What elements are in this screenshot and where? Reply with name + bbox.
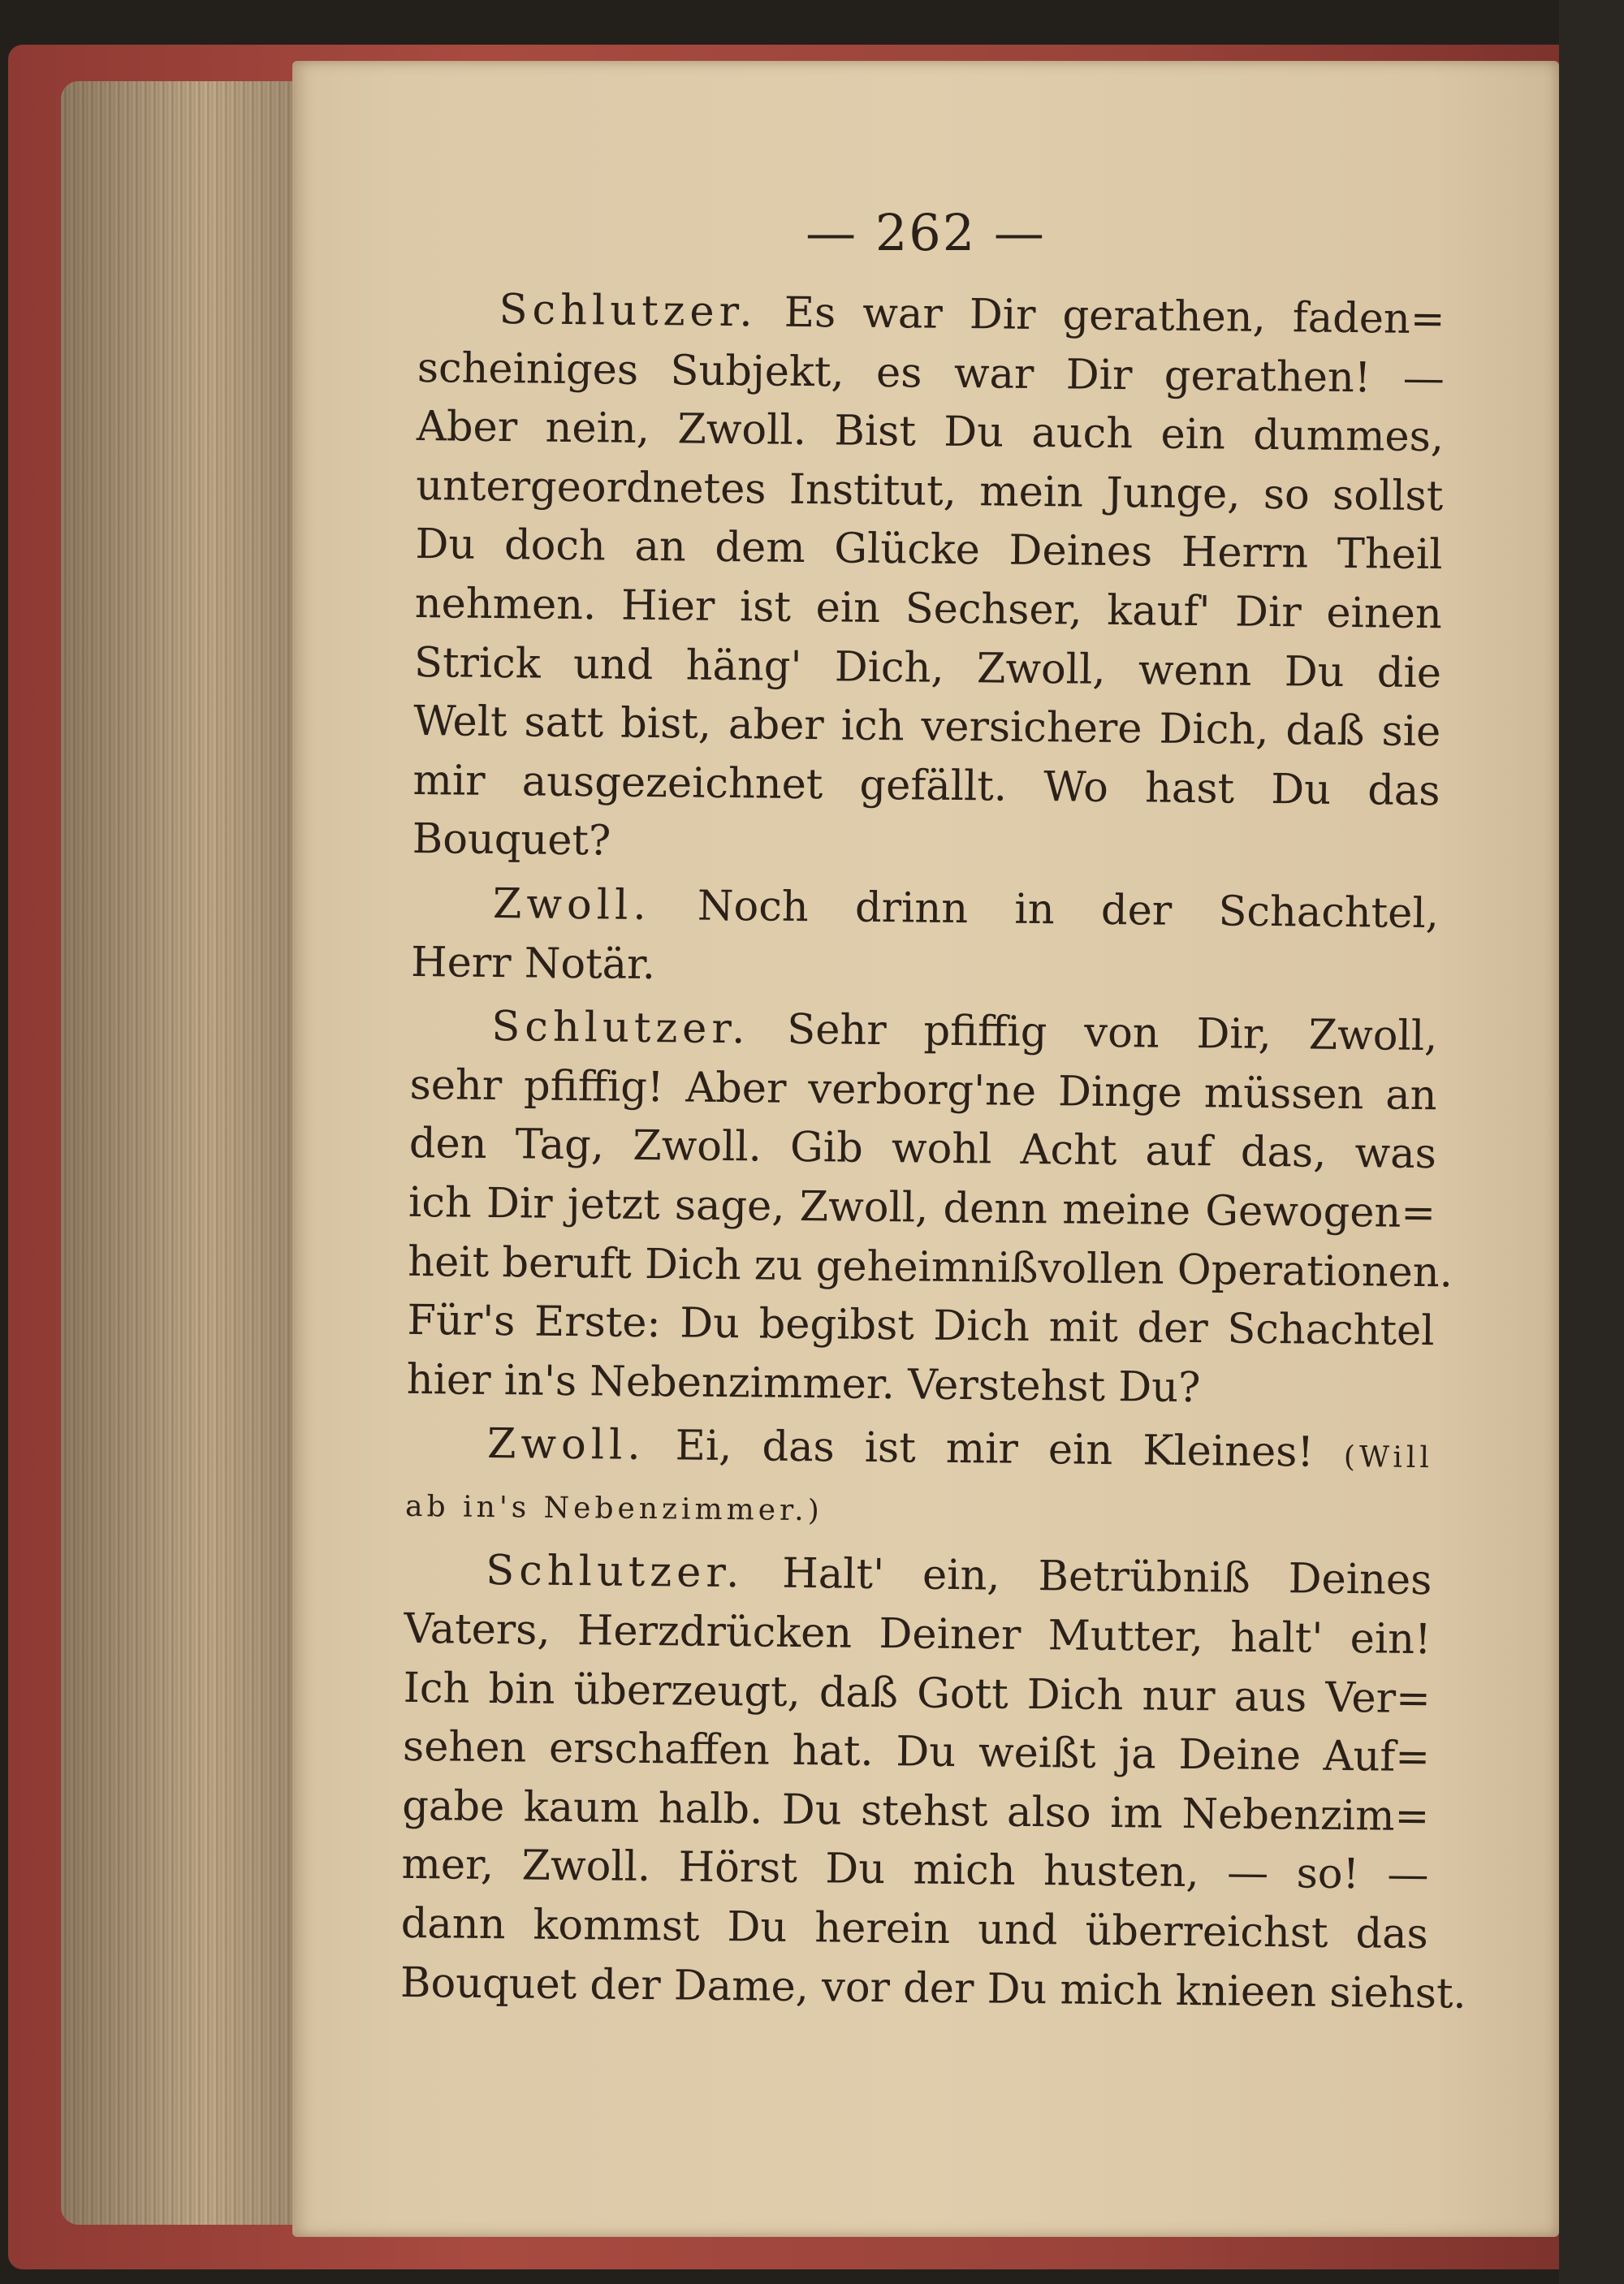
text-line: Zwoll. Noch drinn in der Schachtel, [492, 879, 1440, 939]
text-line: den Tag, Zwoll. Gib wohl Acht auf das, was [408, 1120, 1437, 1179]
stage-direction-line: ab in's Nebenzimmer.) [404, 1489, 823, 1528]
text-line: Herr Notär. [410, 938, 656, 989]
text-line: Schlutzer. Sehr pfiffig von Dir, Zwoll, [491, 1003, 1438, 1061]
paragraph [412, 280, 1445, 880]
text-line: Schlutzer. Halt' ein, Betrübniß Deines [486, 1547, 1432, 1605]
text-line: heit beruft Dich zu geheimnißvollen Operationen. [408, 1237, 1453, 1297]
text-line: sehen erschaffen hat. Du weißt ja Deine Auf= [402, 1723, 1431, 1782]
paragraph [406, 997, 1453, 1420]
speaker-name: Schlutzer. [499, 286, 758, 337]
text-line: Schlutzer. Es war Dir gerathen, faden= [499, 286, 1445, 344]
scan-background-edge [1559, 0, 1624, 2284]
speaker-name: Schlutzer. [486, 1547, 745, 1598]
text-line: sehr pfiffig! Aber verborg'ne Dinge müssen an [409, 1060, 1437, 1120]
text-line: Bouquet? [412, 815, 611, 866]
page-number: — 262 — [806, 203, 1046, 262]
speaker-name: Schlutzer. [491, 1003, 750, 1054]
paragraph [405, 1414, 1434, 1547]
text-line: mir ausgezeichnet gefällt. Wo hast Du das [412, 756, 1440, 815]
text-line: nehmen. Hier ist ein Sechser, kauf' Dir einen [414, 579, 1443, 639]
text-line: Welt satt bist, aber ich versichere Dich, daß sie [412, 697, 1441, 757]
text-line: Bouquet der Dame, vor der Du mich knieen siehst. [400, 1958, 1467, 2018]
text-line: dann kommst Du herein und überreichst das [400, 1899, 1429, 1959]
speaker-name: Zwoll. [486, 1420, 646, 1470]
text-line: scheiniges Subjekt, es war Dir gerathen! — [417, 343, 1445, 403]
text-line: ich Dir jetzt sage, Zwoll, denn meine Gewogen= [408, 1178, 1436, 1238]
text-line: Du doch an dem Glücke Deines Herrn Theil [415, 520, 1443, 580]
paragraph [400, 1541, 1467, 2023]
text-line: Ich bin überzeugt, daß Gott Dich nur aus Ver= [403, 1664, 1432, 1723]
text-line: mer, Zwoll. Hörst Du mich husten, — so! — [401, 1841, 1429, 1900]
text-line: Zwoll. Ei, das ist mir ein Kleines! (Will [486, 1420, 1434, 1477]
page-text [400, 280, 1467, 2028]
page-edges-shade [61, 81, 304, 2225]
text-line: Aber nein, Zwoll. Bist Du auch ein dummes, [416, 403, 1445, 462]
text-line: gabe kaum halb. Du stehst also im Nebenzim= [402, 1781, 1430, 1841]
text-line: untergeordnetes Institut, mein Junge, so sollst [416, 461, 1444, 521]
stage-direction: (Will [1343, 1440, 1434, 1475]
text-line: Strick und häng' Dich, Zwoll, wenn Du die [413, 638, 1442, 697]
paragraph [411, 874, 1439, 1003]
text-line: Vaters, Herzdrücken Deiner Mutter, halt' ein! [404, 1604, 1432, 1664]
speaker-name: Zwoll. [492, 879, 651, 930]
text-line: hier in's Nebenzimmer. Verstehst Du? [406, 1355, 1201, 1412]
text-line: Für's Erste: Du begibst Dich mit der Schachtel [407, 1297, 1435, 1356]
